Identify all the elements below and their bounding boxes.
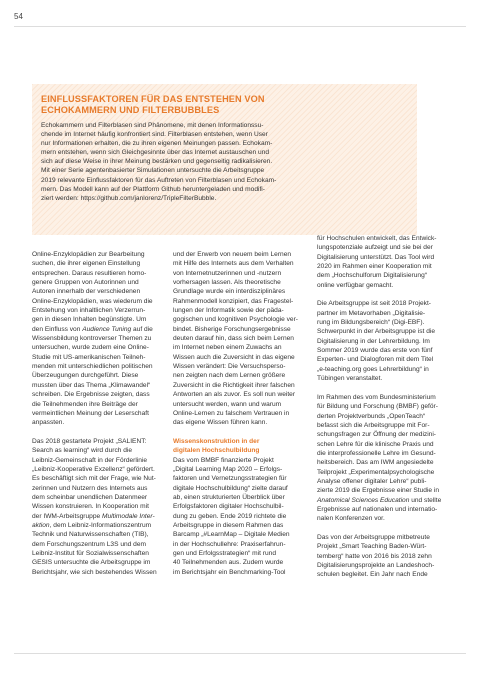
text-line: dem Forschungszentrum L3S und dem (32, 540, 146, 548)
text-line: Zuversicht in die Richtigkeit ihrer falschen (173, 381, 295, 389)
text-line: 40 Teilnehmenden aus. Zudem wurde (173, 559, 284, 567)
paragraph (317, 533, 443, 580)
text-line: Projekt „Smart Teaching Baden-Würt- (317, 543, 427, 551)
text-line: Digitalisierung unterstützt. Das Tool wird (317, 253, 435, 261)
text-line: Überzeugungen durchgeführt. Diese (32, 372, 139, 380)
text-line: für Bildung und Forschung (BMBF) geför- (317, 403, 438, 411)
text-line: lungspotenziale aufzeigt und sie bei der (317, 244, 433, 252)
text-line: Wissen verändert: Die Versuchsperso- (173, 363, 286, 371)
text-line: Analyse offener digitaler Lehre“ publi- (317, 477, 427, 485)
paragraph (32, 250, 158, 428)
text-line: faktoren und Vernetzungsstrategien für (173, 475, 287, 483)
text-line: in der Hochschullehre: Praxiserfahrun- (173, 540, 286, 548)
section-heading (173, 437, 299, 456)
info-box-title (41, 94, 408, 116)
info-box-text (41, 121, 408, 203)
text-line: zierte 2019 die Ergebnisse einer Studie in (317, 487, 440, 495)
text-segment: den Einfluss von (32, 325, 83, 333)
text-line: dem „Hochschulforum Digitalisierung“ (317, 272, 427, 280)
info-box-text-line: mern. Das Modell kann auf der Plattform Github heruntergeladen und modifi- (41, 185, 265, 193)
text-line: befasst sich die Arbeitsgruppe mit For- (317, 421, 430, 429)
text-line: bindet. Bisherige Forschungsergebnisse (173, 325, 291, 333)
text-line: und der Erwerb von neuem beim Lernen (173, 251, 292, 258)
text-segment: und stellte (409, 496, 442, 504)
text-line: ab, einen strukturierten Überblick über (173, 493, 285, 501)
text-line (32, 512, 158, 521)
text-line: Online-Enzyklopädien zur Bearbeitung (32, 251, 145, 258)
text-line: Teilprojekt „Experimentalpsychologische (317, 468, 435, 476)
text-line: digitale Hochschulbildung“ zielte darauf (173, 484, 288, 492)
text-line: Es beschäftigt sich mit der Frage, wie Nut- (32, 475, 156, 483)
info-box-text-line: sich auf diese Weise in ihrer Meinung bestärken und gegenseitig radikalisieren. (41, 158, 273, 166)
text-line: Digitalisierungsprojekte an Landeshoch- (317, 562, 435, 570)
text-line: derten Projektverbunds „OpenTeach“ (317, 412, 426, 420)
text-line: von Internetnutzerinnen und -nutzern (173, 269, 282, 277)
text-line: anpassten. (32, 419, 65, 427)
text-line: schreiben. Die Ergebnisse zeigten, dass (32, 391, 150, 399)
paragraph-gap (173, 428, 299, 437)
text-line: heitsbereich. Das am IWM angesiedelte (317, 459, 434, 467)
text-line: Schwerpunkt in der Arbeitsgruppe ist die (317, 328, 436, 336)
text-line: Die Arbeitsgruppe ist seit 2018 Projekt- (317, 300, 431, 308)
text-line: „Leibniz-Kooperative Exzellenz“ gefördert. (32, 465, 155, 473)
text-line (32, 325, 158, 334)
text-line: Das 2018 gestartete Projekt „SALIENT: (32, 437, 147, 445)
section-heading-line: Wissenskonstruktion in der (173, 437, 260, 445)
text-line: schulen begleitet. Ein Jahr nach Ende (317, 571, 428, 579)
text-line: Digitalisierung in der Lehrerbildung. Im (317, 337, 430, 345)
paragraph-gap (317, 384, 443, 393)
text-line: Studie mit US-amerikanischen Teilneh- (32, 353, 146, 361)
text-segment: auf die (131, 325, 153, 333)
text-line: zerinnen und Nutzern des Internets aus (32, 484, 148, 492)
text-line: Wissen konstruieren. In Kooperation mit (32, 503, 149, 511)
text-line: Wissen auch die Zuversicht in das eigene (173, 353, 295, 361)
text-segment: der IWM-Arbeitsgruppe (32, 512, 102, 520)
text-line: gogischen und kognitiven Psychologie ver- (173, 316, 298, 324)
text-line: temberg“ hatte von 2016 bis 2018 zehn (317, 552, 432, 560)
text-line: dung zu geben. Ende 2019 richtete die (173, 512, 287, 520)
info-box-text-line: chende im Internet häufig konfrontiert sind. Filterblasen entstehen, wenn User (41, 131, 268, 139)
text-line: vorhersagen lassen. Als theoretische (173, 279, 281, 287)
text-line: genere Gruppen von Autorinnen und (32, 279, 139, 287)
text-line: Wissensbildung kontroverser Themen zu (32, 335, 152, 343)
text-line: untersucht werden, wann und warum (173, 400, 282, 408)
emphasis-text: Anatomical Sciences Education (317, 496, 410, 504)
emphasis-text: Multimodale Inter- (102, 512, 155, 520)
text-line: Berichtsjahr, wie sich bestehendes Wissen (32, 568, 157, 576)
emphasis-text: aktion (32, 521, 50, 529)
text-line: dem scheinbar unendlichen Datenmeer (32, 493, 148, 501)
text-line: Technik und Naturwissenschaften (TIB), (32, 531, 149, 539)
info-box-text-line: Echokammern und Filterblasen sind Phänomene, mit denen Informationssu- (41, 122, 264, 129)
info-box-text-line: nur Informationen erhalten, die zu ihren eigenen Meinungen passen. Echokam- (41, 140, 273, 148)
paragraph (317, 393, 443, 524)
text-line: Search as learning“ wird durch die (32, 447, 133, 455)
text-line (32, 521, 158, 530)
text-line: im Berichtsjahr ein Benchmarking-Tool (173, 568, 286, 576)
text-line: nalen Konferenzen vor. (317, 515, 385, 523)
paragraph (317, 234, 443, 290)
text-line: „e-teaching.org goes Lehrerbildung“ in (317, 365, 429, 373)
info-box-text-line: ziert werden: https://github.com/janlorenz/TripleFilterBubble. (41, 194, 217, 202)
text-line: Barcamp „#LearnMap – Digitale Medien (173, 531, 290, 539)
text-line: Entstehung von inhaltlichen Verzerrun- (32, 307, 146, 315)
text-line: vermeintlichen Meinung der Leserschaft (32, 409, 149, 417)
text-line: gen in diesen Inhalten begünstigte. Um (32, 316, 147, 324)
text-line: 2020 im Rahmen einer Kooperation mit (317, 263, 432, 271)
text-line: GESIS untersuchte die Arbeitsgruppe im (32, 559, 151, 567)
text-line: Rahmenmodell konzipiert, das Fragestel- (173, 297, 294, 305)
text-line: Online-Enzyklopädien, was wiederum die (32, 297, 153, 305)
text-line: online verfügbar gemacht. (317, 281, 394, 289)
header-rule (14, 26, 466, 27)
text-line: das eigene Wissen führen kann. (173, 419, 268, 427)
paragraph-gap (32, 428, 158, 437)
text-line: rung im Bildungsbereich“ (Digi-EBF). (317, 319, 425, 327)
text-line: gen und Erfolgsstrategien“ mit rund (173, 550, 276, 557)
footer-rule (14, 653, 466, 654)
section-heading-line: digitalen Hochschulbildung (173, 447, 260, 455)
paragraph (317, 299, 443, 383)
info-box (32, 84, 417, 235)
text-line: die interprofessionelle Lehre im Gesund- (317, 449, 436, 457)
paragraph-gap (317, 290, 443, 299)
text-line: Erfolgsfaktoren digitaler Hochschulbil- (173, 503, 284, 511)
text-line: Autoren innerhalb der verschiedenen (32, 288, 141, 296)
text-line: menden mit unterschiedlichen politischen (32, 363, 153, 371)
text-line: Arbeitsgruppe in diesem Rahmen das (173, 521, 284, 529)
text-line: die Teilnehmenden ihre Beiträge der (32, 400, 138, 408)
text-line: Leibniz-Institut für Sozialwissenschaften (32, 550, 149, 557)
text-line: für Hochschulen entwickelt, das Entwick- (317, 235, 437, 242)
text-line: Grundlage wurde ein interdisziplinäres (173, 288, 286, 296)
paragraph (32, 437, 158, 577)
text-column-1 (32, 250, 158, 577)
text-line: Im Rahmen des vom Bundesministerium (317, 393, 436, 401)
text-line: Das vom BMBF finanzierte Projekt (173, 456, 274, 464)
text-line: suchen, die ihrer eigenen Einstellung (32, 260, 141, 268)
text-line: mussten über das Thema „Klimawandel“ (32, 381, 151, 389)
text-line: nen zeigten nach dem Lernen größere (173, 372, 286, 380)
text-line: Experten- und Dialogforen mit dem Titel (317, 356, 434, 364)
info-box-title-line: EINFLUSSFAKTOREN FÜR DAS ENTSTEHEN VON (41, 94, 265, 104)
text-column-3 (317, 234, 443, 580)
text-line: schungsfragen zur Öffnung der medizini- (317, 431, 436, 439)
text-line: schen Lehre für die klinische Praxis und (317, 440, 434, 448)
text-line: lungen der Informatik sowie der päda- (173, 307, 284, 315)
text-line: Antworten an als zuvor. Es soll nun weiter (173, 391, 296, 399)
emphasis-text: Audience Tuning (82, 325, 132, 333)
info-box-text-line: 2019 relevante Einflussfaktoren für das Auftreten von Filterblasen und Echokam- (41, 176, 277, 184)
text-line: Das von der Arbeitsgruppe mitbetreute (317, 534, 430, 541)
text-line: deuten darauf hin, dass sich beim Lernen (173, 335, 294, 343)
info-box-text-line: Mit einer Serie agentenbasierter Simulationen untersuchte die Arbeitsgruppe (41, 167, 265, 175)
text-line: Online-Lernen zu falschem Vertrauen in (173, 409, 290, 417)
text-line: Ergebnisse auf nationalen und internatio- (317, 505, 438, 513)
paragraph (173, 250, 299, 428)
text-line: Sommer 2019 wurde das erste von fünf (317, 347, 433, 355)
text-line: entsprechen. Daraus resultieren homo- (32, 269, 147, 277)
page-number: 54 (14, 12, 23, 21)
text-line: „Digital Learning Map 2020 – Erfolgs- (173, 465, 283, 473)
text-line (317, 496, 443, 505)
text-line: Tübingen veranstaltet. (317, 375, 383, 383)
text-line: Leibniz-Gemeinschaft in der Förderlinie (32, 456, 148, 464)
info-box-text-line: mern entstehen, wenn sich Gleichgesinnte über das Internet austauschen und (41, 149, 269, 157)
text-line: untersuchen, wurde zudem eine Online- (32, 344, 149, 352)
paragraph (173, 456, 299, 577)
text-line: partner im Metavorhaben „Digitalisie- (317, 309, 426, 317)
text-line: im Internet neben einem Zuwachs an (173, 344, 282, 352)
text-column-2 (173, 250, 299, 577)
text-line: mit Hilfe des Internets aus dem Verhalten (173, 260, 294, 268)
info-box-title-line: ECHOKAMMERN UND FILTERBUBBLES (41, 105, 220, 115)
paragraph-gap (317, 524, 443, 533)
text-segment: , dem Leibniz-Informationszentrum (49, 521, 152, 529)
